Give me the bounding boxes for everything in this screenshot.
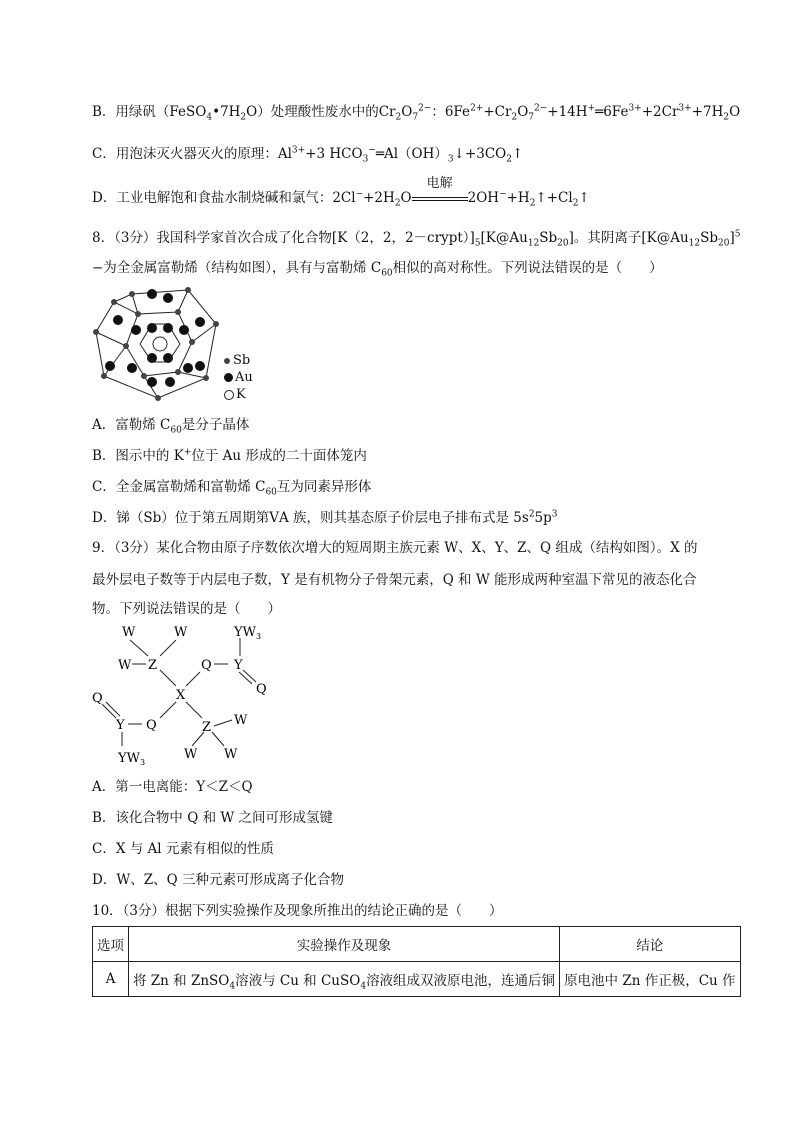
atom-w-4: W [234,713,248,728]
q8-option-d: D．锑（Sb）位于第五周期第ⅤA 族，则其基态原子价层电子排布式是 $5s^25p^3$ [92,509,558,526]
atom-x: X [176,688,186,703]
q8-option-a: A．富勒烯 $C_{60}$是分子晶体 [92,417,250,436]
q8-stem-line2: −为全金属富勒烯（结构如图），具有与富勒烯 $C_{60}$相似的高对称性。下列说法错误的是（ ） [92,260,663,279]
q10-stem: 10．（3分）根据下列实验操作及现象所推出的结论正确的是（ ） [92,903,503,919]
q9-stem-line1: 9．（3分）某化合物由原子序数依次增大的短周期主族元素 W、X、Y、Z、Q 组成（结构如图）。X 的 [92,540,698,556]
q9-option-c: C．X 与 Al 元素有相似的性质 [92,841,274,857]
atom-w-6: W [224,747,238,762]
atom-q-4: Q [146,718,157,733]
header-conclusion: 结论 [560,927,740,962]
header-option: 选项 [93,927,129,962]
q9-option-b: B．该化合物中 Q 和 W 之间可形成氢键 [92,810,334,826]
electrolysis-condition: 电解 [426,176,453,191]
atom-w-5: W [184,747,198,762]
atom-y-1: Y [234,658,243,673]
sb-atom-icon [224,358,230,364]
q8-option-c: C．全金属富勒烯和富勒烯 $C_{60}$互为同素异形体 [92,479,372,498]
atom-q-1: Q [201,658,212,673]
q8-stem-line1: 8．（3分）我国科学家首次合成了化合物[K（2，2，$2-crypt)]_5[K@Au_{12}Sb_{20}]$。其阴离子$[K@Au_{12}Sb_{20}]^5$ [92,229,741,249]
q9-option-d: D．W、Z、Q 三种元素可形成离子化合物 [92,872,344,888]
table-row [93,962,741,997]
q10-experiment-table [92,926,741,997]
q9-stem-line2: 最外层电子数等于内层电子数，Y 是有机物分子骨架元素，Q 和 W 能形成两种室温下常见的液态化合 [92,572,697,588]
q9-option-a: A．第一电离能：Y＜Z＜Q [92,779,253,795]
atom-z-1: Z [148,658,158,673]
table-header-row [93,927,741,962]
atom-w-3: W [118,658,132,673]
compound-structure-figure [88,622,288,768]
q8-option-b: B．图示中的 K+位于 Au 形成的二十面体笼内 [92,447,367,464]
header-operation: 实验操作及现象 [129,927,560,962]
row-conclusion: 原电池中 Zn 作正极，Cu 作 [560,962,740,997]
legend-sb: Sb [224,352,284,369]
q9-stem-line3: 物。下列说法错误的是（ ） [92,601,281,617]
fullerene-legend [224,352,284,402]
au-atom-icon [224,373,233,382]
row-operation: 将 Zn 和 ZnSO$_4$溶液与 Cu 和 CuSO$_4$溶液组成双液原电池，连通后铜 [129,962,560,997]
atom-q-3: Q [92,691,103,706]
atom-w-1: W [122,625,136,640]
legend-k: K [224,386,284,403]
k-atom-icon [224,390,234,400]
group-yw3-2: $YW_3$ [118,751,146,767]
atom-y-2: Y [116,718,125,733]
atom-z-2: Z [202,720,212,735]
group-yw3-1: $YW_3$ [234,625,262,641]
legend-au: Au [224,369,284,386]
q7-option-c: C．用泡沫灭火器灭火的原理：$Al^{3+}+3$ $HCO_3^-═Al(OH)_3↓+3CO_2↑$ [92,145,524,165]
q7-option-d: D．工业电解饱和食盐水制烧碱和氯气：$2Cl^-+2H_2O$ 电解 $2OH^-+H_2↑+Cl_2↑$ [92,176,590,209]
atom-w-2: W [174,625,188,640]
atom-q-2: Q [256,682,267,697]
row-option: A [93,962,129,997]
q7-option-b: B．用绿矾$(FeSO_4•7H_2O)$处理酸性废水中的$Cr_2O_7^{2-}$：$6Fe^{2+}+Cr_2O_7^{2-}+14H^+═6Fe^{3+}+2Cr^{3+}+7H_2O$ [92,103,741,123]
